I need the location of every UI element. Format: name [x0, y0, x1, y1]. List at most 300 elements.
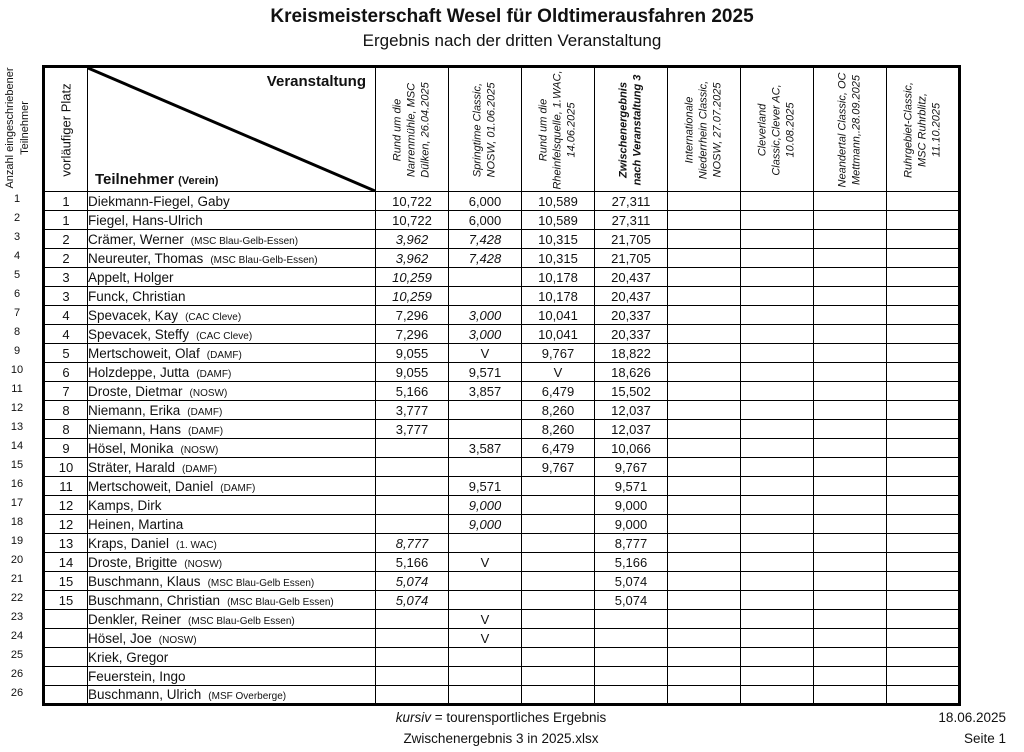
result-cell: 20,437	[595, 268, 668, 287]
result-cell	[522, 534, 595, 553]
result-cell	[887, 382, 960, 401]
result-cell: 10,315	[522, 230, 595, 249]
result-cell	[887, 610, 960, 629]
result-cell	[668, 306, 741, 325]
platz-column-header-label: vorläufiger Platz	[58, 82, 74, 177]
teilnehmer-label-suffix: (Verein)	[178, 175, 219, 187]
event-header-line: Narrenmühle, MSC	[405, 82, 418, 177]
participant-name: Funck, Christian	[88, 288, 186, 304]
result-cell	[887, 325, 960, 344]
result-cell	[376, 515, 449, 534]
platz-cell: 12	[44, 515, 88, 534]
event-header-line: Dülken, 26.04.2025	[418, 81, 431, 178]
platz-cell: 10	[44, 458, 88, 477]
participant-cell	[88, 515, 376, 534]
platz-cell: 15	[44, 591, 88, 610]
table-row	[44, 268, 960, 287]
participant-cell	[88, 534, 376, 553]
result-cell	[814, 534, 887, 553]
result-cell	[668, 458, 741, 477]
count-value: 26	[10, 668, 24, 680]
result-cell: 9,767	[522, 458, 595, 477]
platz-cell: 11	[44, 477, 88, 496]
count-value: 15	[10, 459, 24, 471]
participant-name: Spevacek, Kay	[88, 307, 179, 323]
result-cell	[741, 306, 814, 325]
result-cell	[668, 534, 741, 553]
result-cell	[814, 648, 887, 667]
result-cell: 10,178	[522, 268, 595, 287]
result-cell	[814, 610, 887, 629]
participant-cell	[88, 496, 376, 515]
event-column-header-label	[836, 70, 864, 190]
result-cell	[887, 667, 960, 686]
platz-cell: 1	[44, 211, 88, 230]
event-header-line: NOSW, 01.06.2025	[485, 82, 497, 177]
table-row	[44, 325, 960, 344]
result-cell: 3,777	[376, 401, 449, 420]
teilnehmer-label-text: Teilnehmer	[95, 171, 174, 188]
result-cell	[741, 401, 814, 420]
event-header-line: nach Veranstaltung 3	[631, 74, 643, 185]
result-cell: 21,705	[595, 249, 668, 268]
participant-cell	[88, 344, 376, 363]
result-cell: 5,074	[595, 591, 668, 610]
result-cell	[741, 230, 814, 249]
result-cell	[887, 496, 960, 515]
result-cell	[741, 610, 814, 629]
result-cell	[814, 629, 887, 648]
result-cell	[668, 420, 741, 439]
result-cell: 9,000	[595, 496, 668, 515]
result-cell: 3,000	[449, 306, 522, 325]
count-value: 5	[13, 269, 21, 281]
result-cell	[668, 553, 741, 572]
result-cell	[814, 686, 887, 705]
event-column-header-label	[471, 70, 499, 190]
result-cell	[595, 667, 668, 686]
participant-name: Sträter, Harald	[88, 459, 176, 475]
count-value: 16	[10, 478, 24, 490]
page-number: Seite 1	[963, 731, 1006, 746]
platz-cell: 4	[44, 325, 88, 344]
result-cell: 9,571	[449, 477, 522, 496]
print-date: 18.06.2025	[938, 710, 1006, 725]
count-value: 12	[10, 402, 24, 414]
count-value: 10	[10, 364, 24, 376]
result-cell	[814, 458, 887, 477]
result-cell: 3,962	[376, 249, 449, 268]
result-cell	[376, 439, 449, 458]
result-cell: 7,296	[376, 325, 449, 344]
result-cell: 20,437	[595, 287, 668, 306]
participant-name: Hösel, Monika	[88, 440, 174, 456]
result-cell	[741, 629, 814, 648]
participant-club: (DAMF)	[196, 368, 232, 380]
result-cell: 12,037	[595, 401, 668, 420]
participant-name: Hösel, Joe	[88, 630, 152, 646]
participant-cell	[88, 268, 376, 287]
participant-cell	[88, 458, 376, 477]
result-cell	[376, 686, 449, 705]
participant-cell	[88, 211, 376, 230]
participant-cell	[88, 230, 376, 249]
platz-cell: 7	[44, 382, 88, 401]
result-cell	[449, 420, 522, 439]
count-value: 4	[13, 250, 21, 262]
veranstaltung-label: Veranstaltung	[266, 73, 366, 90]
platz-cell: 9	[44, 439, 88, 458]
result-cell	[741, 439, 814, 458]
result-cell	[741, 477, 814, 496]
result-cell: 7,428	[449, 249, 522, 268]
result-cell	[668, 287, 741, 306]
result-cell	[449, 648, 522, 667]
result-cell	[522, 553, 595, 572]
result-cell	[668, 192, 741, 211]
result-cell: 18,822	[595, 344, 668, 363]
result-cell	[522, 686, 595, 705]
result-cell	[887, 249, 960, 268]
participant-club: (MSC Blau-Gelb-Essen)	[190, 235, 299, 247]
result-cell: 8,260	[522, 401, 595, 420]
result-cell	[668, 629, 741, 648]
participant-cell	[88, 325, 376, 344]
result-cell	[522, 477, 595, 496]
table-row	[44, 249, 960, 268]
platz-cell: 8	[44, 420, 88, 439]
participant-club: (DAMF)	[182, 463, 218, 475]
result-cell	[741, 667, 814, 686]
platz-cell	[44, 610, 88, 629]
result-cell: V	[449, 610, 522, 629]
result-cell	[741, 211, 814, 230]
event-header-line: 10.08.2025	[783, 101, 796, 158]
table-row	[44, 496, 960, 515]
result-cell	[887, 458, 960, 477]
participant-cell	[88, 553, 376, 572]
result-cell	[449, 458, 522, 477]
participant-name: Buschmann, Ulrich	[88, 687, 202, 702]
result-cell	[595, 686, 668, 705]
result-cell: 10,315	[522, 249, 595, 268]
teilnehmer-column-header	[88, 67, 376, 192]
event-column-header-label	[902, 70, 943, 190]
result-cell	[741, 553, 814, 572]
participant-cell	[88, 420, 376, 439]
result-cell	[814, 192, 887, 211]
event-header-line: Mettmann,.28.09.2025	[850, 74, 862, 185]
table-row	[44, 648, 960, 667]
table-row	[44, 439, 960, 458]
participant-name: Denkler, Reiner	[88, 611, 182, 627]
result-cell	[668, 211, 741, 230]
result-cell	[814, 363, 887, 382]
participant-club: (NOSW)	[189, 387, 228, 399]
count-value: 18	[10, 516, 24, 528]
result-cell: 10,589	[522, 192, 595, 211]
participant-club: (MSC Blau-Gelb-Essen)	[210, 254, 318, 266]
result-cell: 6,000	[449, 211, 522, 230]
participant-name: Kamps, Dirk	[88, 497, 162, 513]
result-cell	[668, 401, 741, 420]
result-cell: 5,074	[595, 572, 668, 591]
result-cell	[668, 496, 741, 515]
result-cell	[668, 439, 741, 458]
result-cell	[887, 363, 960, 382]
result-cell	[595, 629, 668, 648]
result-cell	[741, 420, 814, 439]
result-cell	[814, 591, 887, 610]
result-cell: 10,722	[376, 211, 449, 230]
result-cell	[887, 344, 960, 363]
result-cell: V	[522, 363, 595, 382]
event-header-line: Springtime Classic,	[471, 82, 484, 177]
participant-club: (NOSW)	[158, 634, 197, 646]
participant-club: (CAC Cleve)	[196, 330, 253, 342]
participant-count-column	[0, 190, 34, 703]
result-cell	[741, 268, 814, 287]
participant-name: Diekmann-Fiegel, Gaby	[88, 193, 230, 209]
event-column-header	[595, 67, 668, 192]
count-value: 6	[13, 288, 21, 300]
result-cell	[449, 534, 522, 553]
result-cell	[814, 477, 887, 496]
result-cell: 15,502	[595, 382, 668, 401]
result-cell: 12,037	[595, 420, 668, 439]
table-row	[44, 591, 960, 610]
participant-club: (MSF Overberge)	[208, 691, 287, 702]
result-cell	[449, 287, 522, 306]
participant-cell	[88, 306, 376, 325]
table-row	[44, 420, 960, 439]
event-header-line: Rund um die	[391, 98, 404, 161]
table-row	[44, 686, 960, 705]
participant-name: Buschmann, Klaus	[88, 573, 201, 589]
table-row	[44, 192, 960, 211]
platz-cell: 2	[44, 249, 88, 268]
table-row	[44, 553, 960, 572]
result-cell	[449, 401, 522, 420]
result-cell	[887, 268, 960, 287]
result-cell	[887, 648, 960, 667]
count-value: 9	[13, 345, 21, 357]
result-cell: 6,000	[449, 192, 522, 211]
participant-cell	[88, 249, 376, 268]
participant-name: Feuerstein, Ingo	[88, 668, 186, 684]
result-cell: 3,000	[449, 325, 522, 344]
event-column-header-label	[683, 70, 724, 190]
participant-cell	[88, 610, 376, 629]
platz-cell: 2	[44, 230, 88, 249]
event-header-line: Internationale	[683, 96, 696, 163]
result-cell	[887, 439, 960, 458]
result-cell: 10,041	[522, 325, 595, 344]
event-column-header-label	[617, 70, 645, 190]
result-cell: 9,767	[522, 344, 595, 363]
result-cell: 10,259	[376, 268, 449, 287]
result-cell	[668, 325, 741, 344]
result-cell	[814, 401, 887, 420]
participant-club: (NOSW)	[184, 558, 223, 570]
participant-cell	[88, 572, 376, 591]
result-cell	[814, 420, 887, 439]
participant-club: (DAMF)	[206, 349, 242, 361]
participant-cell	[88, 401, 376, 420]
result-cell	[668, 572, 741, 591]
platz-cell: 3	[44, 287, 88, 306]
participant-cell	[88, 287, 376, 306]
participant-count-label	[0, 65, 36, 190]
result-cell	[668, 249, 741, 268]
participant-cell	[88, 629, 376, 648]
participant-club: (DAMF)	[188, 425, 224, 437]
participant-club: (DAMF)	[187, 406, 223, 418]
participant-club: (1. WAC)	[176, 539, 217, 551]
event-header-line: Niederrhein Classic,	[697, 80, 710, 179]
result-cell: 5,074	[376, 572, 449, 591]
result-cell: 10,589	[522, 211, 595, 230]
result-cell	[376, 458, 449, 477]
table-row	[44, 306, 960, 325]
result-cell	[741, 534, 814, 553]
result-cell	[814, 249, 887, 268]
result-cell: 27,311	[595, 192, 668, 211]
result-cell	[741, 686, 814, 705]
result-cell	[741, 363, 814, 382]
result-cell	[741, 192, 814, 211]
result-cell	[376, 477, 449, 496]
table-row	[44, 610, 960, 629]
count-value: 20	[10, 554, 24, 566]
participant-cell	[88, 667, 376, 686]
result-cell	[814, 553, 887, 572]
result-cell: 3,777	[376, 420, 449, 439]
result-cell	[887, 515, 960, 534]
result-cell	[814, 211, 887, 230]
result-cell	[887, 420, 960, 439]
result-cell	[887, 192, 960, 211]
result-cell: 5,166	[595, 553, 668, 572]
result-cell: 10,722	[376, 192, 449, 211]
result-cell	[668, 382, 741, 401]
event-header-line: Rund um die	[537, 98, 550, 161]
participant-name: Niemann, Hans	[88, 421, 182, 437]
results-table	[42, 65, 961, 706]
result-cell	[887, 553, 960, 572]
result-cell	[887, 401, 960, 420]
result-cell	[887, 477, 960, 496]
platz-cell: 13	[44, 534, 88, 553]
table-row	[44, 344, 960, 363]
count-value: 3	[13, 231, 21, 243]
legend	[42, 710, 960, 725]
result-cell: 6,479	[522, 439, 595, 458]
platz-cell: 6	[44, 363, 88, 382]
result-cell	[814, 496, 887, 515]
event-column-header	[522, 67, 595, 192]
count-value: 13	[10, 421, 24, 433]
participant-name: Appelt, Holger	[88, 269, 174, 285]
event-header-line: Zwischenergebnis	[617, 81, 630, 178]
count-value: 1	[13, 193, 21, 205]
platz-cell: 5	[44, 344, 88, 363]
participant-cell	[88, 686, 376, 705]
result-cell: 7,296	[376, 306, 449, 325]
event-header-line: Classic,Clever AC,	[770, 83, 783, 176]
result-cell	[668, 477, 741, 496]
participant-cell	[88, 477, 376, 496]
participant-count-label-line1: Anzahl eingeschriebener	[4, 66, 17, 189]
result-cell	[887, 211, 960, 230]
result-cell	[668, 268, 741, 287]
participant-name: Niemann, Erika	[88, 402, 181, 418]
result-cell	[668, 363, 741, 382]
event-column-header-label	[391, 70, 432, 190]
table-row	[44, 382, 960, 401]
result-cell	[449, 686, 522, 705]
result-cell	[741, 325, 814, 344]
result-cell	[741, 496, 814, 515]
event-column-header-label	[756, 70, 797, 190]
participant-name: Neureuter, Thomas	[88, 250, 204, 266]
filename: Zwischenergebnis 3 in 2025.xlsx	[403, 731, 599, 746]
platz-cell: 14	[44, 553, 88, 572]
platz-cell	[44, 648, 88, 667]
result-cell: 9,571	[449, 363, 522, 382]
result-cell: 10,178	[522, 287, 595, 306]
result-cell	[522, 610, 595, 629]
result-cell	[668, 230, 741, 249]
platz-cell	[44, 667, 88, 686]
result-cell: 21,705	[595, 230, 668, 249]
participant-cell	[88, 192, 376, 211]
participant-name: Holzdeppe, Jutta	[88, 364, 190, 380]
count-value: 26	[10, 687, 24, 699]
event-column-header	[814, 67, 887, 192]
result-cell	[814, 325, 887, 344]
participant-club: (MSC Blau-Gelb Essen)	[227, 596, 334, 608]
result-cell	[376, 496, 449, 515]
event-header-line: Ruhrgebiet-Classic,	[901, 81, 914, 178]
event-header-line: 14.06.2025	[564, 101, 577, 158]
result-cell: 9,000	[449, 496, 522, 515]
table-row	[44, 515, 960, 534]
count-value: 8	[13, 326, 21, 338]
result-cell	[814, 667, 887, 686]
table-row	[44, 211, 960, 230]
table-row	[44, 534, 960, 553]
participant-cell	[88, 591, 376, 610]
count-value: 21	[10, 573, 24, 585]
result-cell: 6,479	[522, 382, 595, 401]
result-cell	[814, 515, 887, 534]
count-value: 7	[13, 307, 21, 319]
result-cell	[741, 382, 814, 401]
teilnehmer-label	[95, 171, 218, 188]
platz-cell: 8	[44, 401, 88, 420]
legend-term: kursiv	[395, 710, 432, 725]
result-cell: 9,055	[376, 344, 449, 363]
event-header-line: NOSW, 27.07.2025	[710, 82, 723, 177]
table-row	[44, 401, 960, 420]
count-value: 14	[10, 440, 24, 452]
legend-text: = tourensportliches Ergebnis	[431, 710, 607, 725]
participant-club: (MSC Blau-Gelb Essen)	[188, 615, 295, 627]
result-cell	[449, 667, 522, 686]
event-column-header-label	[537, 70, 578, 190]
result-cell	[376, 667, 449, 686]
